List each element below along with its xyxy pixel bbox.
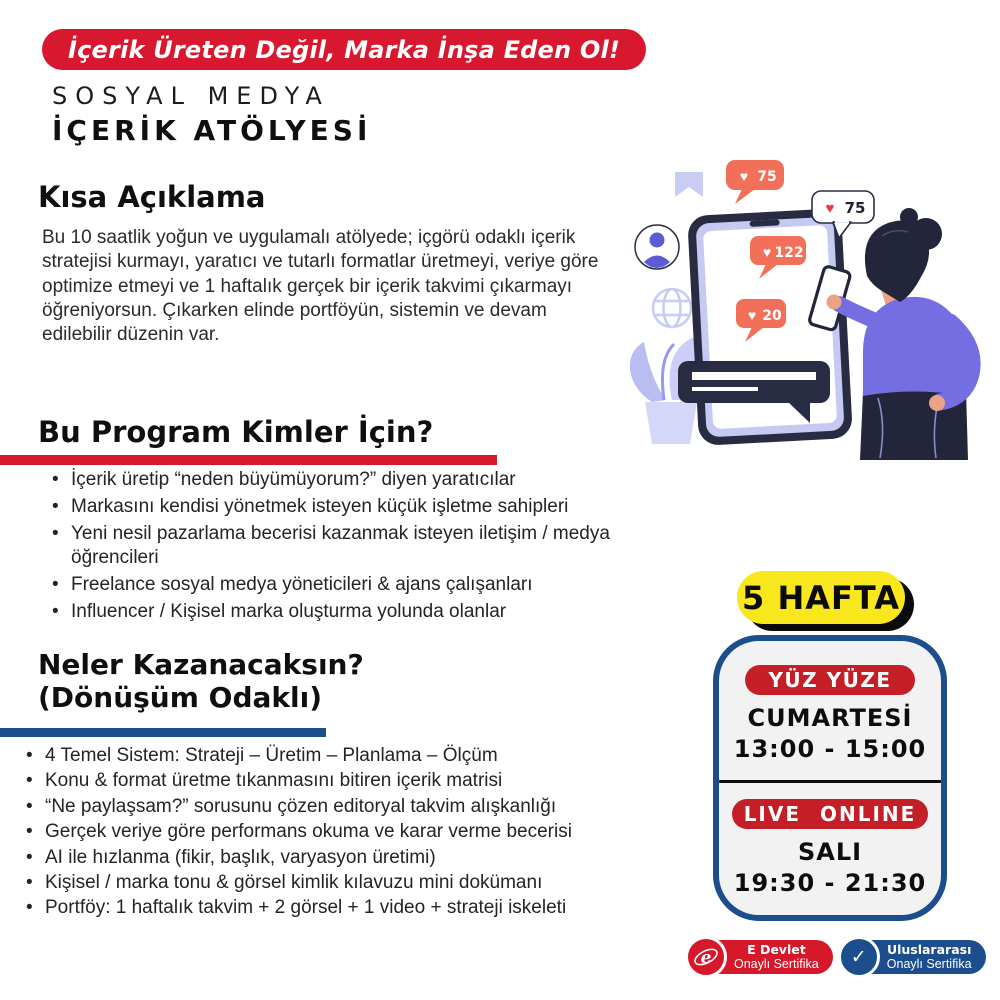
- mode-pill-online: LIVE ONLINE: [732, 799, 928, 829]
- about-heading: Kısa Açıklama: [38, 180, 266, 214]
- card-divider: [719, 780, 941, 783]
- mode-pill-inperson: YÜZ YÜZE: [745, 665, 915, 695]
- list-item: • Gerçek veriye göre performans okuma ve karar verme becerisi: [26, 821, 666, 843]
- certificate-title: E Devlet: [747, 941, 806, 957]
- svg-text:75: 75: [844, 199, 866, 217]
- illustration-svg: [620, 140, 990, 460]
- certificate-subtitle: Onaylı Sertifika: [886, 957, 972, 971]
- svg-text:♥: ♥: [739, 168, 749, 184]
- international-certificate-badge: [841, 940, 986, 974]
- session-time: 19:30 - 21:30: [733, 869, 927, 897]
- audience-heading: Bu Program Kimler İçin?: [38, 415, 434, 449]
- tagline-text: İçerik Üreten Değil, Marka İnşa Eden Ol!: [68, 35, 621, 64]
- list-item: • Influencer / Kişisel marka oluşturma yolunda olanlar: [52, 600, 632, 624]
- session-day: CUMARTESİ: [747, 704, 913, 732]
- page-title: [52, 82, 371, 147]
- tagline-banner: [42, 29, 646, 70]
- svg-text:♥: ♥: [762, 244, 772, 260]
- svg-text:e: e: [700, 948, 712, 968]
- svg-text:♥: ♥: [825, 200, 835, 217]
- schedule-session-online: [719, 799, 941, 897]
- globe-icon: [653, 289, 691, 327]
- bookmark-icon: [675, 172, 703, 197]
- svg-text:122: 122: [774, 245, 804, 261]
- session-day: SALI: [797, 838, 863, 866]
- red-underline-bar: [0, 455, 497, 465]
- social-media-illustration: [620, 140, 990, 460]
- gains-heading: [38, 648, 364, 714]
- check-icon: ✓: [838, 936, 880, 978]
- gains-heading-line1: Neler Kazanacaksın?: [38, 648, 364, 681]
- title-line2: İÇERİK ATÖLYESİ: [52, 114, 372, 147]
- svg-text:♥: ♥: [747, 307, 757, 323]
- gains-list: [26, 745, 666, 923]
- like-bubble-75-orange: [726, 160, 784, 204]
- duration-badge: 5 HAFTA: [737, 571, 905, 624]
- edevlet-logo-icon: [685, 936, 727, 978]
- schedule-session-inperson: [719, 665, 941, 763]
- svg-text:20: 20: [762, 308, 782, 324]
- session-time: 13:00 - 15:00: [733, 735, 927, 763]
- list-item: • “Ne paylaşsam?” sorusunu çözen editoryal takvim alışkanlığı: [26, 796, 666, 818]
- list-item: • Markasını kendisi yönetmek isteyen küçük işletme sahipleri: [52, 495, 632, 519]
- certificate-badges: [688, 940, 986, 974]
- gains-heading-line2: (Dönüşüm Odaklı): [38, 681, 323, 715]
- certificate-subtitle: Onaylı Sertifika: [734, 957, 819, 971]
- list-item: • Kişisel / marka tonu & görsel kimlik kılavuzu mini dokümanı: [26, 872, 666, 894]
- list-item: • Portföy: 1 haftalık takvim + 2 görsel + 1 video + strateji iskeleti: [26, 897, 666, 919]
- list-item: • Freelance sosyal medya yöneticileri & ajans çalışanları: [52, 573, 632, 597]
- list-item: • 4 Temel Sistem: Strateji – Üretim – Planlama – Ölçüm: [26, 745, 666, 767]
- schedule-card: [713, 635, 947, 921]
- list-item: • Konu & format üretme tıkanmasını bitiren içerik matrisi: [26, 770, 666, 792]
- list-item: • İçerik üretip “neden büyümüyorum?” diyen yaratıcılar: [52, 468, 632, 492]
- certificate-title: Uluslararası: [886, 941, 972, 957]
- blue-underline-bar: [0, 728, 326, 737]
- list-item: • Yeni nesil pazarlama becerisi kazanmak isteyen iletişim / medya öğrencileri: [52, 522, 632, 570]
- audience-list: [52, 468, 632, 627]
- list-item: • AI ile hızlanma (fikir, başlık, varyasyon üretimi): [26, 847, 666, 869]
- about-paragraph: Bu 10 saatlik yoğun ve uygulamalı atölyede; içgörü odaklı içerik stratejisi kurmayı, yaratıcı ve tutarlı formatlar üretmeyi, veriye göre optimize etmeyi ve 1 haftalık gerçek bir içerik takvimi çıkarmayı öğreniyorsun. Çıkarken elinde portföyün, sistemin ve devam edilebilir düzenin var.: [42, 227, 599, 346]
- avatar-icon: [635, 225, 679, 269]
- svg-text:75: 75: [757, 169, 777, 185]
- edevlet-certificate-badge: [688, 940, 833, 974]
- title-line1: SOSYAL MEDYA: [52, 82, 330, 110]
